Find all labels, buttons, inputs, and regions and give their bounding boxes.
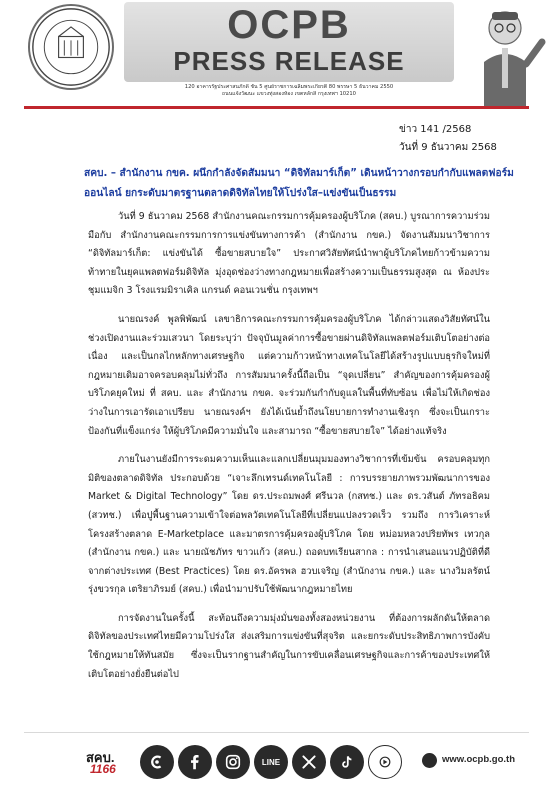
globe-icon [422, 753, 437, 768]
headline-line-2: ออนไลน์ ยกระดับมาตรฐานตลาดดิจิทัลไทยให้โปร่งใส–แข่งขันเป็นธรรม [84, 188, 397, 199]
instagram-icon[interactable] [216, 745, 250, 779]
headline-line-1: สคบ. – สำนักงาน กขค. ผนึกกำลังจัดสัมมนา “ดิจิทัลมาร์เก็ต” เดินหน้าวางกรอบกำกับแพลตฟอร์ม [84, 168, 514, 179]
ocpb-connect-icon[interactable] [140, 745, 174, 779]
press-header [0, 0, 559, 112]
paragraph-1: วันที่ 9 ธันวาคม 2568 สำนักงานคณะกรรมการคุ้มครองผู้บริโภค (สคบ.) บูรณาการความร่วมมือกับ สำนักงานคณะกรรมการการแข่งขันทางการค้า (สำนักงาน กขค.) จัดงานสัมมนาวิชาการ “ดิจิทัลมาร์เก็ต: แข่งขันได้ ซื้อขายสบายใจ” ประกาศวิสัยทัศน์นำพาผู้บริโภคไทยก้าวข้ามความท้าทายในยุคแพลตฟอร์มดิจิทัล มุ่งอุดช่องว่างทางกฎหมายเพื่อสร้างความเป็นธรรมสูงสุด ณ ห้องประชุมแมจิก 3 โรงแรมมิราเคิล แกรนด์ คอนเวนชั่น กรุงเทพฯ [88, 211, 490, 297]
paragraph-4: การจัดงานในครั้งนี้ สะท้อนถึงความมุ่งมั่นของทั้งสองหน่วยงาน ที่ต้องการผลักดันให้ตลาดดิจิทัลของประเทศไทยมีความโปร่งใส ส่งเสริมการแข่งขันที่สุจริต และยกระดับประสิทธิภาพการบังคับใช้กฎหมายให้ทันสมัย ซึ่งจะเป็นรากฐานสำคัญในการขับเคลื่อนเศรษฐกิจและการค้าของประเทศให้เติบโตอย่างยั่งยืนต่อไป [88, 612, 490, 680]
article-body [88, 208, 490, 694]
footer-logo-text: สคบ. [86, 750, 115, 765]
brand-subtitle: PRESS RELEASE [173, 46, 405, 76]
address-line-1: 120 อาคารรัฐประศาสนภักดี ชั้น 5 ศูนย์ราชการเฉลิมพระเกียรติ 80 พรรษา 5 ธันวาคม 2550 [184, 84, 394, 90]
footer-divider [24, 732, 529, 733]
header-divider [24, 106, 529, 109]
brand-title: OCPB [227, 3, 351, 47]
line-icon[interactable]: LINE [254, 745, 288, 779]
facebook-icon[interactable] [178, 745, 212, 779]
hotline-number: 1166 [90, 762, 116, 776]
release-date: วันที่ 9 ธันวาคม 2568 [399, 142, 497, 153]
website-link[interactable]: www.ocpb.go.th [442, 754, 515, 765]
release-number: ข่าว 141 /2568 [399, 124, 472, 135]
footer-bar [84, 745, 524, 785]
tiktok-icon[interactable] [330, 745, 364, 779]
ocpb-seal-icon [28, 4, 114, 90]
address-line-2: ถนนแจ้งวัฒนะ แขวงทุ่งสองห้อง เขตหลักสี่ กรุงเทพฯ 10210 [222, 91, 356, 97]
paragraph-2: นายณรงค์ พูลพิพัฒน์ เลขาธิการคณะกรรมการคุ้มครองผู้บริโภค ได้กล่าวแสดงวิสัยทัศน์ในช่วงเปิดงานและร่วมเสวนา โดยระบุว่า ปัจจุบันมูลค่าการซื้อขายผ่านดิจิทัลแพลตฟอร์มเติบโตอย่างต่อเนื่อง และเป็นกลไกหลักทางเศรษฐกิจ แต่ความก้าวหน้าทางเทคโนโลยีได้สร้างรูปแบบธุรกิจใหม่ที่กฎหมายเดิมอาจครอบคลุมไม่ทั่วถึง การสัมมนาครั้งนี้ถือเป็น “จุดเปลี่ยน” สำคัญของการคุ้มครองผู้บริโภคยุคใหม่ ที่ สคบ. และ สำนักงาน กขค. จะร่วมกันกำกับดูแลในพื้นที่ทับซ้อน เพื่อไม่ให้เกิดช่องว่างในการเอารัดเอาเปรียบ นายณรงค์ฯ ยังได้เน้นย้ำถึงนโยบายการทำงานเชิงรุก ซึ่งจะเป็นเกราะป้องกันที่แข็งแกร่ง ให้ผู้บริโภคมีความมั่นใจ และสามารถ “ซื้อขายสบายใจ” ได้อย่างแท้จริง [88, 313, 490, 437]
x-icon[interactable] [292, 745, 326, 779]
mascot-figure-icon [462, 2, 548, 106]
ocpb-channel-icon[interactable] [368, 745, 402, 779]
brand-banner [124, 2, 454, 82]
ocpb-hotline-logo [84, 747, 132, 777]
paragraph-3: ภายในงานยังมีการระดมความเห็นและแลกเปลี่ยนมุมมองทางวิชาการที่เข้มข้น ครอบคลุมทุกมิติของตลาดดิจิทัล ประกอบด้วย “เจาะลึกเทรนด์เทคโนโลยี : การบรรยายภาพรวมพัฒนาการของ Market & Digital Technology” โดย ดร.ประถมพงศ์ ศรีนวล (กสทช.) และ ดร.วสันต์ ภัทรอธิคม (สวทช.) เพื่อปูพื้นฐานความเข้าใจต่อพลวัตเทคโนโลยีที่เปลี่ยนแปลงรวดเร็ว รวมถึง การวิเคราะห์โครงสร้างตลาด E-Marketplace และมาตรการคุ้มครองผู้บริโภค โดย หม่อมหลวงปริยทัพร เทวกุล (สำนักงาน กขค.) และ นายณัชภัทร ขาวแก้ว (สคบ.) ถอดบทเรียนสากล : การนำเสนอแนวปฏิบัติที่ดีจากต่างประเทศ (Best Practices) โดย ดร.อัครพล ฮวบเจริญ (สำนักงาน กขค.) และ นางวิมลรัตน์ รุ่งขวรกุล เตริยาภิรมย์ (สคบ.) เพื่อนำมาปรับใช้พัฒนากฎหมายไทย [88, 454, 490, 596]
